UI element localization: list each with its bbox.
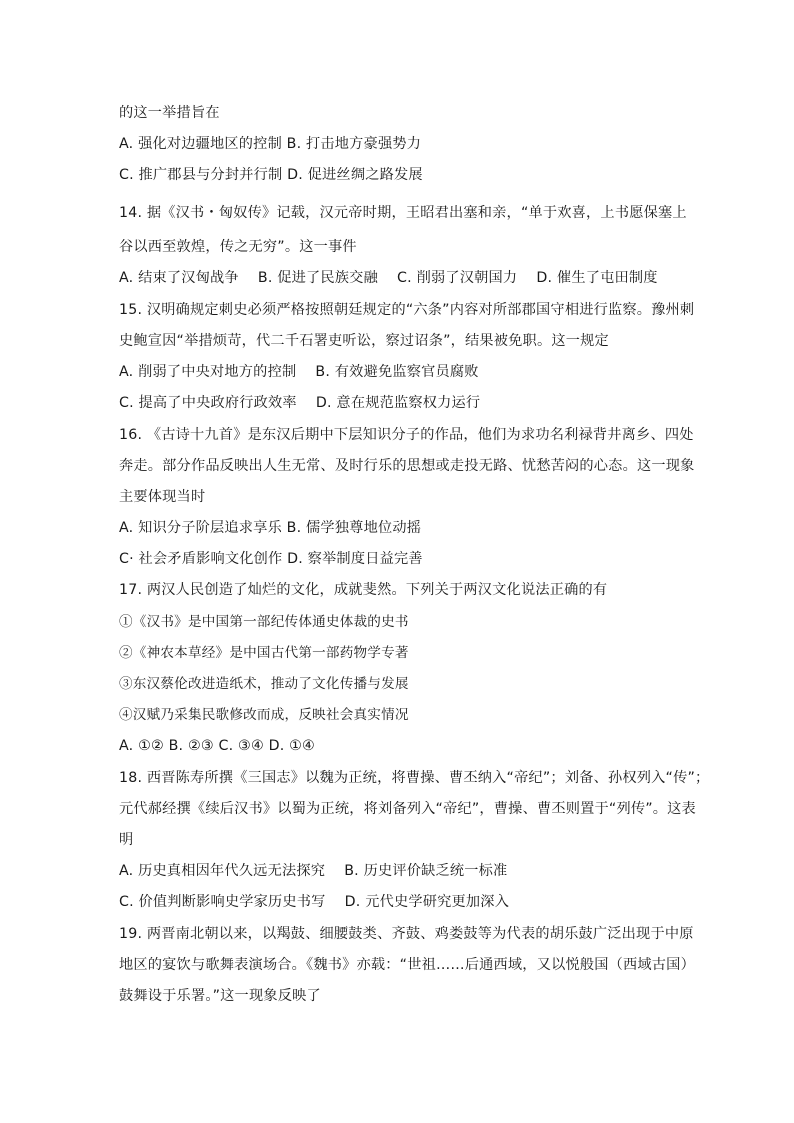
q15-options-ab: A. 削弱了中央对地方的控制 B. 有效避免监察官员腐败 xyxy=(119,364,479,380)
q18-stem-line1: 18. 西晋陈寿所撰《三国志》以魏为正统，将曹操、曹丕纳入“帝纪”；刘备、孙权列入“传”； xyxy=(119,770,710,786)
q13-stem-end: 的这一举措旨在 xyxy=(119,105,220,121)
q17-statement-4: ④汉赋乃采集民歌修改而成，反映社会真实情况 xyxy=(119,707,409,723)
q17-statement-2: ②《神农本草经》是中国古代第一部药物学专著 xyxy=(119,645,409,661)
q14-options: A. 结束了汉匈战争 B. 促进了民族交融 C. 削弱了汉朝国力 D. 催生了屯田制度 xyxy=(119,270,658,286)
q13-options-cd: C. 推广郡县与分封并行制 D. 促进丝绸之路发展 xyxy=(119,167,423,183)
q18-stem-line3: 明 xyxy=(119,832,134,848)
q15-stem-line2: 史鲍宣因“举措烦苛，代二千石署吏听讼，察过诏条”，结果被免职。这一规定 xyxy=(119,333,609,349)
q16-stem-line1: 16. 《古诗十九首》是东汉后期中下层知识分子的作品，他们为求功名利禄背井离乡、四处 xyxy=(119,427,694,443)
q15-stem-line1: 15. 汉明确规定刺史必须严格按照朝廷规定的“六条”内容对所部郡国守相进行监察。豫州刺 xyxy=(119,302,695,318)
q17-stem: 17. 两汉人民创造了灿烂的文化，成就斐然。下列关于两汉文化说法正确的有 xyxy=(119,582,608,598)
q16-stem-line2: 奔走。部分作品反映出人生无常、及时行乐的思想或走投无路、忧愁苦闷的心态。这一现象 xyxy=(119,458,695,474)
q14-stem-line2: 谷以西至敦煌，传之无穷”。这一事件 xyxy=(119,239,357,255)
q18-options-cd: C. 价值判断影响史学家历史书写 D. 元代史学研究更加深入 xyxy=(119,894,510,910)
q17-statement-1: ①《汉书》是中国第一部纪传体通史体裁的史书 xyxy=(119,614,409,630)
q14-stem-line1: 14. 据《汉书・匈奴传》记载，汉元帝时期，王昭君出塞和亲，“单于欢喜，上书愿保塞上 xyxy=(119,205,687,221)
q16-options-cd: C· 社会矛盾影响文化创作 D. 察举制度日益完善 xyxy=(119,551,423,567)
q18-options-ab: A. 历史真相因年代久远无法探究 B. 历史评价缺乏统一标准 xyxy=(119,863,508,879)
q19-stem-line3: 鼓舞设于乐署。”这一现象反映了 xyxy=(119,988,321,1004)
q19-stem-line1: 19. 两晋南北朝以来，以羯鼓、细腰鼓类、齐鼓、鸡娄鼓等为代表的胡乐鼓广泛出现于中原 xyxy=(119,926,694,942)
q18-stem-line2: 元代郝经撰《续后汉书》以蜀为正统，将刘备列入“帝纪”，曹操、曹丕则置于“列传”。这表 xyxy=(119,801,696,817)
q16-options-ab: A. 知识分子阶层追求享乐 B. 儒学独尊地位动摇 xyxy=(119,520,422,536)
q19-stem-line2: 地区的宴饮与歌舞表演场合。《魏书》亦载：“世祖……后通西域，又以悦般国（西域古国） xyxy=(119,957,695,973)
q17-statement-3: ③东汉蔡伦改进造纸术，推动了文化传播与发展 xyxy=(119,676,409,692)
q16-stem-line3: 主要体现当时 xyxy=(119,489,206,505)
q17-options: A. ①② B. ②③ C. ③④ D. ①④ xyxy=(119,738,315,754)
q15-options-cd: C. 提高了中央政府行政效率 D. 意在规范监察权力运行 xyxy=(119,395,481,411)
q13-options-ab: A. 强化对边疆地区的控制 B. 打击地方豪强势力 xyxy=(119,136,422,152)
